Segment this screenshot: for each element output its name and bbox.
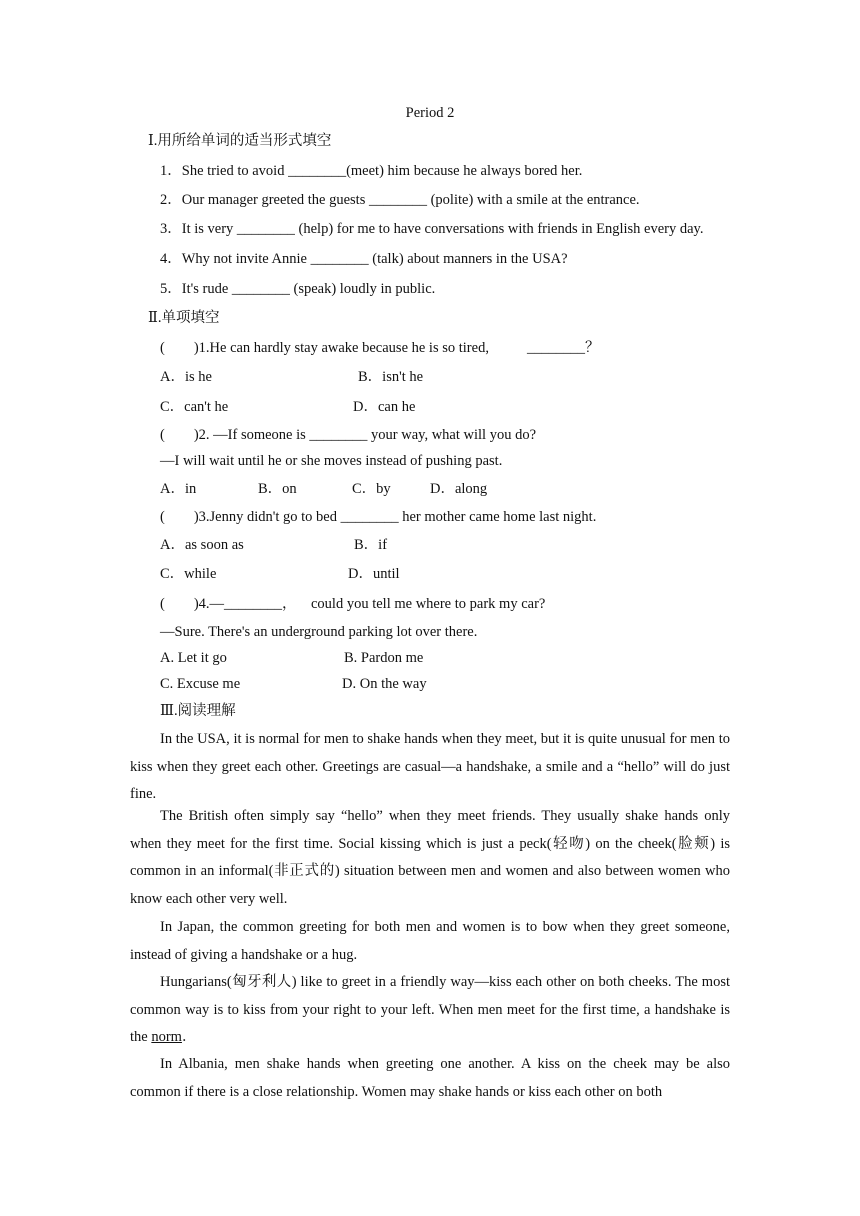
exercise-item: 3．It is very ________ (help) for me to have conversations with friends in English every day. [160, 221, 704, 237]
underlined-word: norm [151, 1029, 182, 1045]
reading-paragraph [130, 1051, 730, 1106]
reading-paragraph [130, 726, 730, 809]
paragraph-text: In Albania, men shake hands when greeting one another. A kiss on the cheek may be also common if there is a close relationship. Women may shake hands or kiss each other on both [130, 1056, 730, 1100]
exercise-item: 5．It's rude ________ (speak) loudly in public. [160, 281, 436, 297]
option-a: A．in [160, 481, 197, 497]
option-b: B. Pardon me [344, 650, 424, 666]
option-b: B．if [354, 537, 388, 553]
section1-heading: Ⅰ.用所给单词的适当形式填空 [148, 133, 332, 149]
option-d: D．along [430, 481, 488, 497]
paragraph-text: The British often simply say “hello” when they meet friends. They usually shake hands only when they meet for the first time. Social kissing which is just a peck(轻吻) on the cheek(脸颊) is common in an informal(非正式的) situation between men and women and also between women who know each other very well. [130, 808, 730, 907]
section2-heading: Ⅱ.单项填空 [148, 310, 220, 326]
exercise-item: 2．Our manager greeted the guests ________ (polite) with a smile at the entrance. [160, 192, 640, 208]
question-blank: ________？ [527, 340, 600, 356]
option-b: B．on [258, 481, 297, 497]
question-stem: ( )3.Jenny didn't go to bed ________ her mother came home last night. [160, 509, 597, 525]
exercise-item: 1．She tried to avoid ________(meet) him because he always bored her. [160, 163, 583, 179]
question-reply: —Sure. There's an underground parking lot over there. [160, 624, 478, 640]
option-d: D．can he [353, 399, 416, 415]
exercise-item: 4．Why not invite Annie ________ (talk) about manners in the USA? [160, 251, 568, 267]
option-c: C．can't he [160, 399, 229, 415]
reading-paragraph [130, 803, 730, 913]
paragraph-text: In Japan, the common greeting for both men and women is to bow when they greet someone, instead of giving a handshake or a hug. [130, 919, 730, 963]
page-title: Period 2 [405, 105, 455, 121]
option-a: A．as soon as [160, 537, 244, 553]
option-c: C．while [160, 566, 217, 582]
reading-paragraph [130, 914, 730, 969]
question-stem-rest: could you tell me where to park my car? [311, 596, 546, 612]
question-reply: —I will wait until he or she moves instead of pushing past. [160, 453, 503, 469]
paragraph-end: ． [181, 1029, 197, 1045]
option-c: C．by [352, 481, 391, 497]
option-d: D. On the way [342, 676, 427, 692]
option-a: A．is he [160, 369, 212, 385]
section3-heading: Ⅲ.阅读理解 [160, 703, 236, 719]
question-stem: ( )4.—________， [160, 596, 297, 612]
paragraph-text: In the USA, it is normal for men to shake hands when they meet, but it is quite unusual for men to kiss when they greet each other. Greetings are casual—a handshake, a smile and a “hello” will do just fine. [130, 731, 730, 802]
question-stem: ( )2. —If someone is ________ your way, what will you do? [160, 427, 537, 443]
option-a: A. Let it go [160, 650, 227, 666]
question-stem: ( )1.He can hardly stay awake because he is so tired, [160, 340, 489, 356]
option-c: C. Excuse me [160, 676, 241, 692]
option-d: D．until [348, 566, 400, 582]
option-b: B．isn't he [358, 369, 424, 385]
reading-paragraph [130, 969, 730, 1052]
paragraph-text: Hungarians(匈牙利人) like to greet in a friendly way—kiss each other on both cheeks. The most common way is to kiss from your right to your left. When men meet for the first time, a handshake is the [130, 974, 730, 1045]
